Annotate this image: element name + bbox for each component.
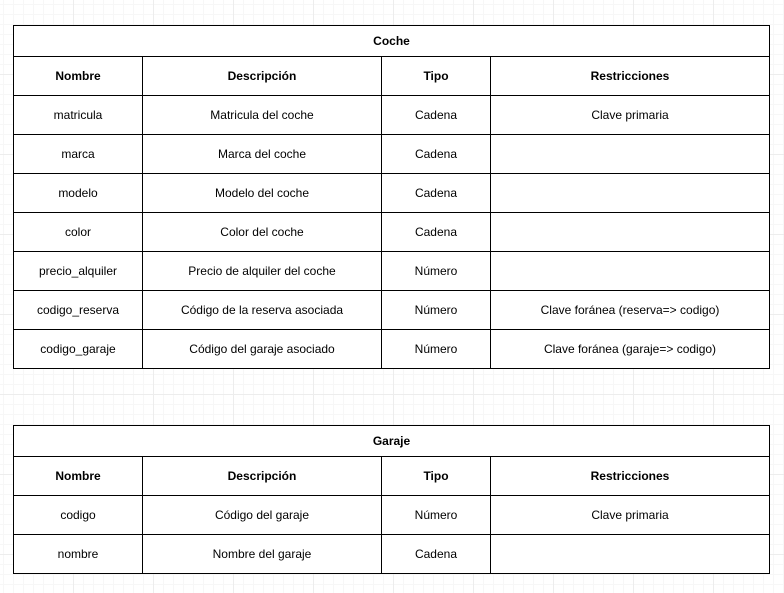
entity-table-coche (13, 25, 770, 369)
table-row (14, 174, 770, 213)
column-header-tipo: Tipo (382, 57, 491, 96)
table-title-row (14, 426, 770, 457)
cell-tipo: Cadena (382, 135, 491, 174)
cell-tipo: Número (382, 291, 491, 330)
cell-descripcion: Código del garaje asociado (143, 330, 382, 369)
column-header-tipo: Tipo (382, 457, 491, 496)
table-row (14, 330, 770, 369)
table-row (14, 252, 770, 291)
column-header-nombre: Nombre (14, 457, 143, 496)
cell-nombre: codigo_reserva (14, 291, 143, 330)
table-row (14, 291, 770, 330)
cell-restricciones: Clave primaria (491, 496, 770, 535)
cell-nombre: marca (14, 135, 143, 174)
cell-restricciones (491, 174, 770, 213)
cell-tipo: Cadena (382, 213, 491, 252)
cell-nombre: color (14, 213, 143, 252)
table-title: Garaje (14, 426, 770, 457)
cell-nombre: matricula (14, 96, 143, 135)
table-title: Coche (14, 26, 770, 57)
table-row (14, 135, 770, 174)
table-row (14, 535, 770, 574)
column-header-restricciones: Restricciones (491, 57, 770, 96)
cell-restricciones (491, 213, 770, 252)
cell-nombre: modelo (14, 174, 143, 213)
cell-descripcion: Precio de alquiler del coche (143, 252, 382, 291)
column-header-nombre: Nombre (14, 57, 143, 96)
cell-tipo: Número (382, 252, 491, 291)
cell-tipo: Número (382, 330, 491, 369)
table-row (14, 496, 770, 535)
column-header-descripcion: Descripción (143, 57, 382, 96)
cell-descripcion: Color del coche (143, 213, 382, 252)
cell-tipo: Cadena (382, 535, 491, 574)
cell-restricciones: Clave foránea (reserva=> codigo) (491, 291, 770, 330)
cell-restricciones: Clave foránea (garaje=> codigo) (491, 330, 770, 369)
cell-descripcion: Marca del coche (143, 135, 382, 174)
cell-nombre: codigo (14, 496, 143, 535)
cell-descripcion: Código de la reserva asociada (143, 291, 382, 330)
column-header-restricciones: Restricciones (491, 457, 770, 496)
cell-descripcion: Modelo del coche (143, 174, 382, 213)
table-header-row (14, 457, 770, 496)
cell-restricciones (491, 535, 770, 574)
cell-restricciones (491, 135, 770, 174)
column-header-descripcion: Descripción (143, 457, 382, 496)
table-row (14, 96, 770, 135)
cell-tipo: Cadena (382, 96, 491, 135)
cell-descripcion: Matricula del coche (143, 96, 382, 135)
cell-tipo: Cadena (382, 174, 491, 213)
cell-nombre: precio_alquiler (14, 252, 143, 291)
cell-nombre: nombre (14, 535, 143, 574)
cell-descripcion: Nombre del garaje (143, 535, 382, 574)
cell-tipo: Número (382, 496, 491, 535)
table-title-row (14, 26, 770, 57)
table-header-row (14, 57, 770, 96)
cell-restricciones (491, 252, 770, 291)
entity-table-garaje (13, 425, 770, 574)
table-row (14, 213, 770, 252)
cell-restricciones: Clave primaria (491, 96, 770, 135)
cell-nombre: codigo_garaje (14, 330, 143, 369)
cell-descripcion: Código del garaje (143, 496, 382, 535)
